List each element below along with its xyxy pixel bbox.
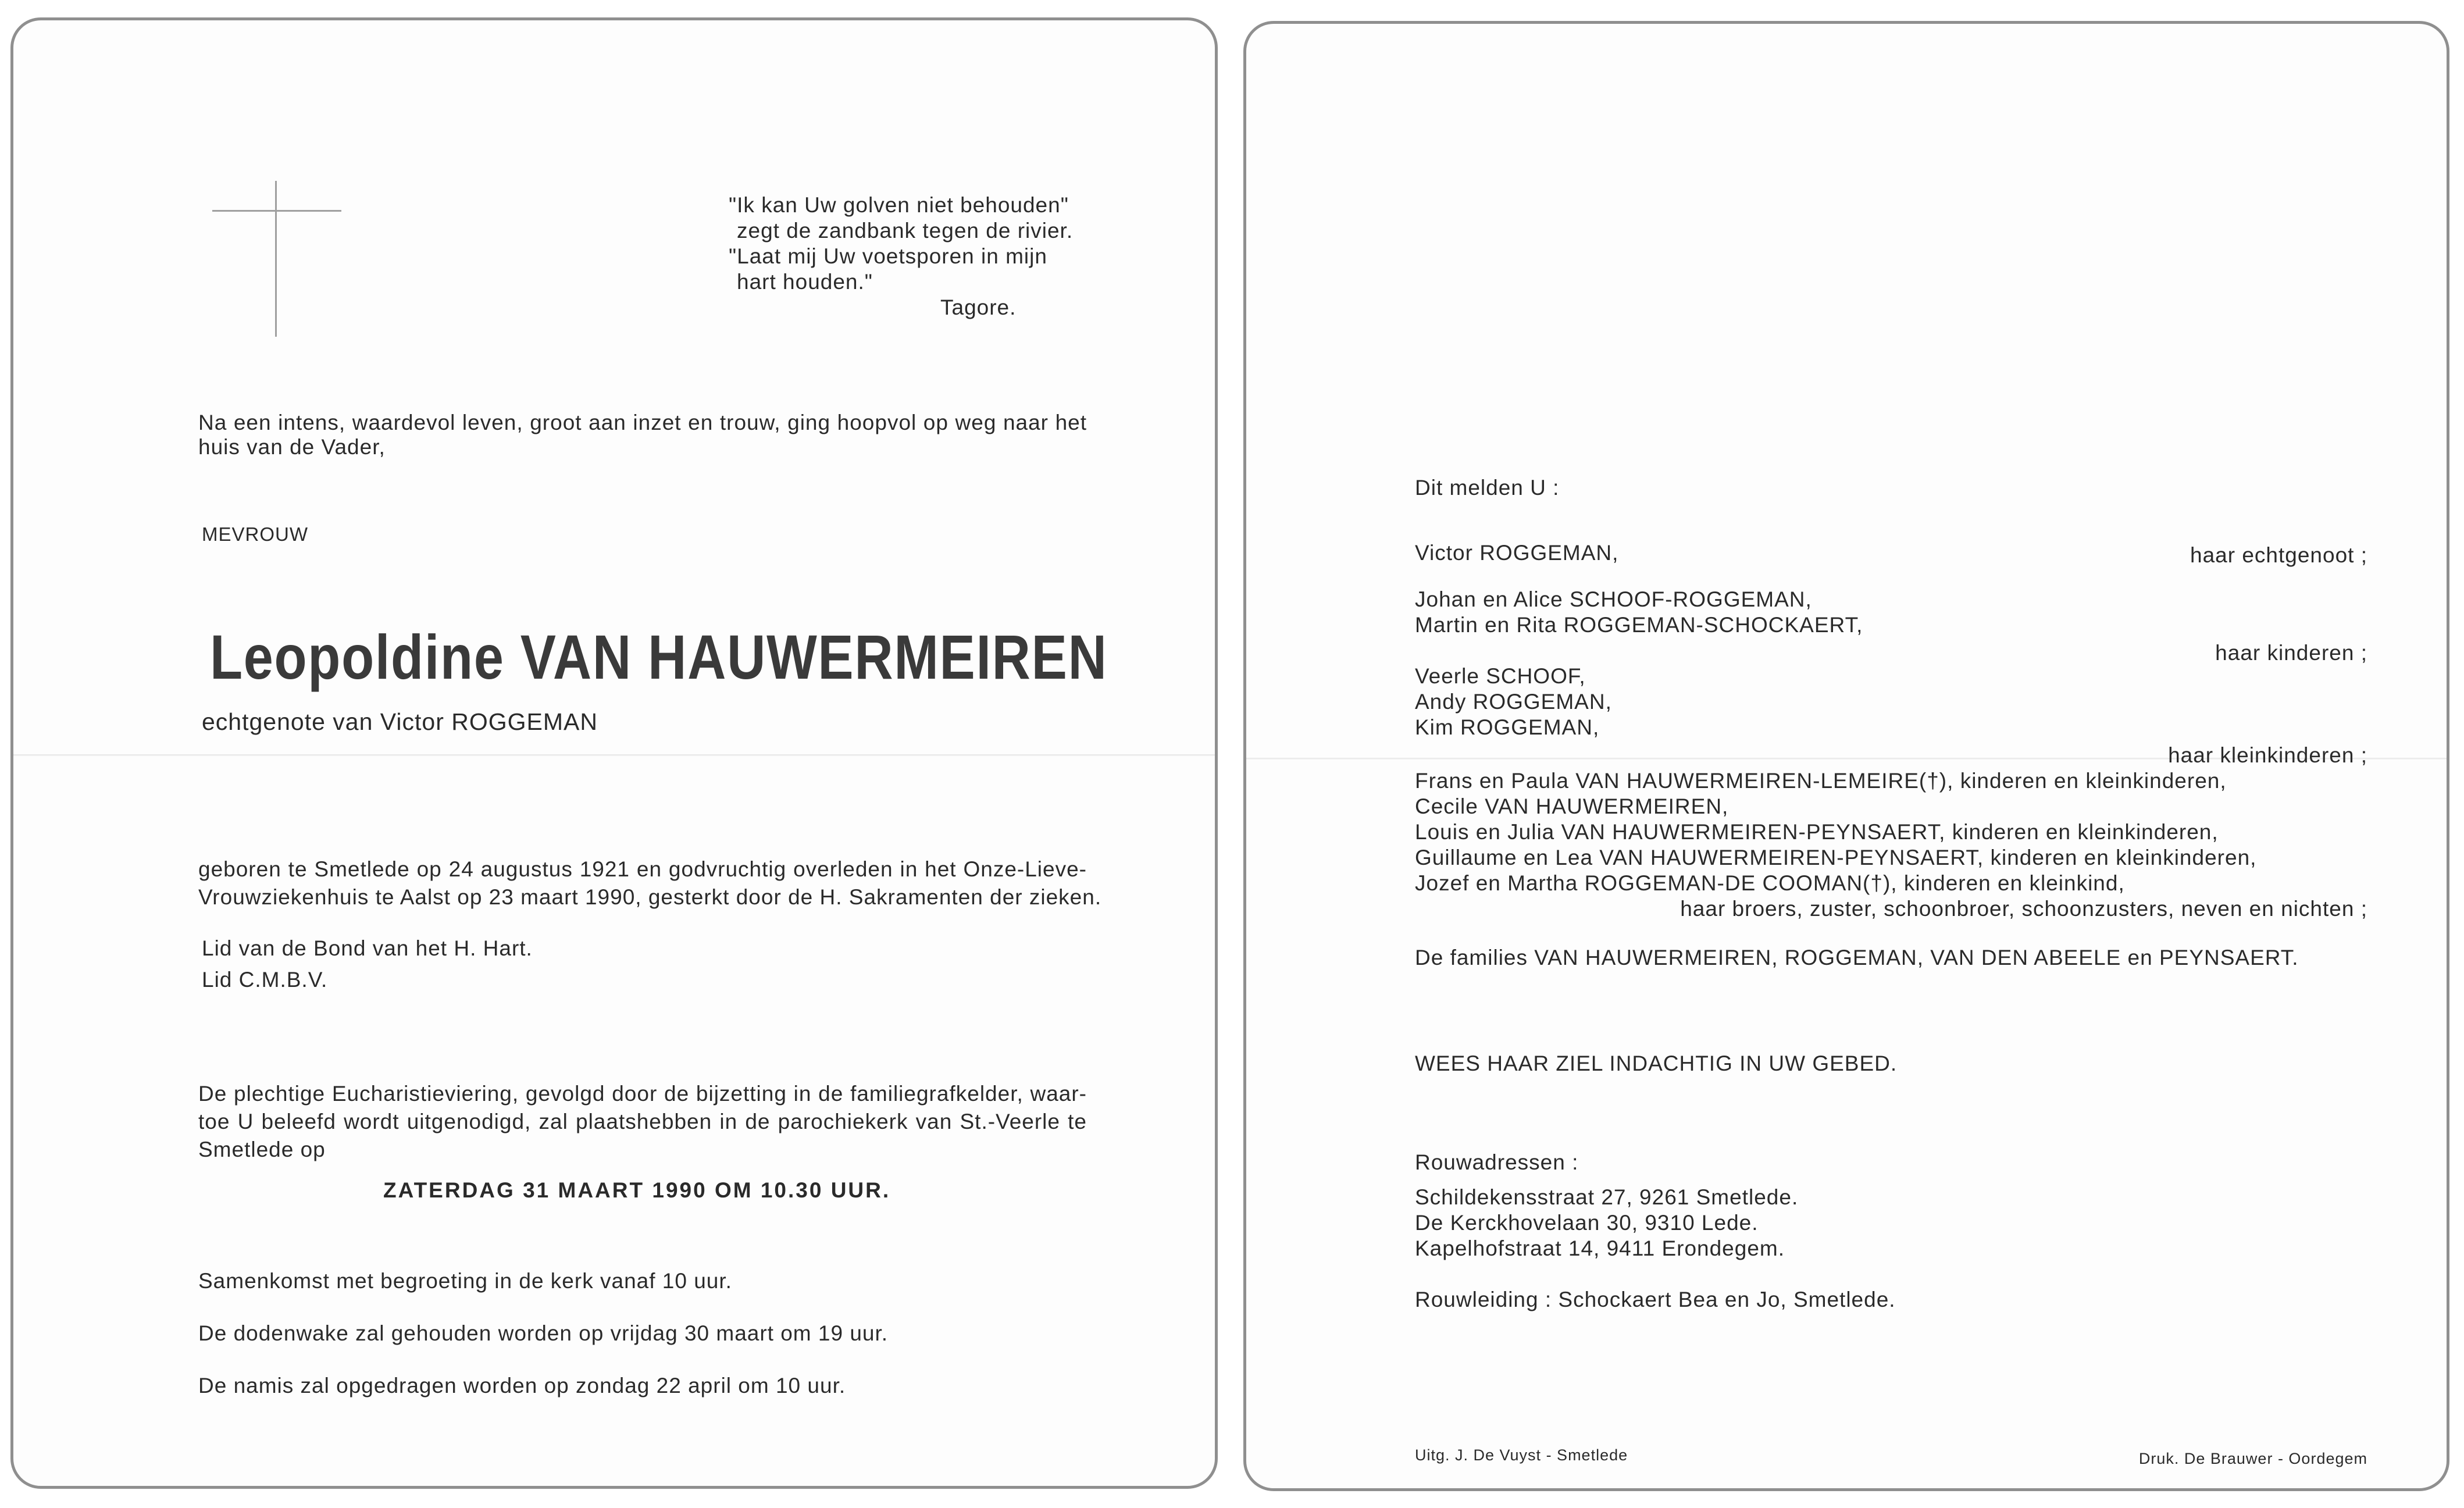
- born-line-1: geboren te Smetlede op 24 augustus 1921 en godvruchtig overleden in het Onze-Lieve-: [198, 857, 1087, 881]
- announce-line: Dit melden U :: [1415, 476, 1560, 500]
- grandchild-3: Kim ROGGEMAN,: [1415, 715, 1600, 739]
- funeral-director: Rouwleiding : Schockaert Bea en Jo, Smetlede.: [1415, 1288, 1896, 1311]
- intro-line-2: huis van de Vader,: [198, 435, 386, 459]
- quote-author: Tagore.: [940, 295, 1017, 319]
- quote-line-1: "Ik kan Uw golven niet behouden": [729, 193, 1069, 217]
- sibling-line-1: Frans en Paula VAN HAUWERMEIREN-LEMEIRE(†), kinderen en kleinkinderen,: [1415, 769, 2227, 793]
- born-line-2: Vrouwziekenhuis te Aalst op 23 maart 1990, gesterkt door de H. Sakramenten der zieken.: [198, 885, 1102, 909]
- gathering-info: Samenkomst met begroeting in de kerk vanaf 10 uur.: [198, 1269, 732, 1293]
- membership-2: Lid C.M.B.V.: [202, 968, 328, 992]
- deceased-name: Leopoldine VAN HAUWERMEIREN: [210, 622, 1108, 692]
- fold-line: [13, 754, 1215, 756]
- sibling-line-5: Jozef en Martha ROGGEMAN-DE COOMAN(†), kinderen en kleinkind,: [1415, 871, 2125, 895]
- ceremony-line-1: De plechtige Eucharistieviering, gevolgd door de bijzetting in de familiegrafkelder, waar-: [198, 1082, 1087, 1106]
- ceremony-line-2: toe U beleefd wordt uitgenodigd, zal plaatshebben in de parochiekerk van St.-Veerle te: [198, 1110, 1087, 1133]
- right-card-page: [1243, 21, 2449, 1491]
- grandchild-2: Andy ROGGEMAN,: [1415, 690, 1612, 714]
- quote-line-3: "Laat mij Uw voetsporen in mijn: [729, 244, 1047, 268]
- printer-note: Druk. De Brauwer - Oordegem: [2138, 1450, 2367, 1467]
- spouse-line: echtgenote van Victor ROGGEMAN: [202, 708, 598, 735]
- intro-line-1: Na een intens, waardevol leven, groot aan inzet en trouw, ging hoopvol op weg naar het: [198, 411, 1087, 434]
- prayer-line: WEES HAAR ZIEL INDACHTIG IN UW GEBED.: [1415, 1051, 1898, 1075]
- husband-name: Victor ROGGEMAN,: [1415, 541, 1619, 565]
- children-line-1: Johan en Alice SCHOOF-ROGGEMAN,: [1415, 587, 1812, 611]
- wake-info: De dodenwake zal gehouden worden op vrijdag 30 maart om 19 uur.: [198, 1321, 889, 1345]
- publisher-note: Uitg. J. De Vuyst - Smetlede: [1415, 1446, 1628, 1464]
- mass-info: De namis zal opgedragen worden op zondag 22 april om 10 uur.: [198, 1374, 846, 1398]
- sibling-line-3: Louis en Julia VAN HAUWERMEIREN-PEYNSAERT, kinderen en kleinkinderen,: [1415, 820, 2219, 844]
- sibling-line-2: Cecile VAN HAUWERMEIREN,: [1415, 794, 1729, 818]
- grandchildren-role: haar kleinkinderen ;: [2168, 743, 2367, 767]
- ceremony-date: ZATERDAG 31 MAART 1990 OM 10.30 UUR.: [383, 1178, 891, 1202]
- address-1: Schildekensstraat 27, 9261 Smetlede.: [1415, 1185, 1799, 1209]
- cross-icon-vertical: [275, 181, 277, 337]
- address-2: De Kerckhovelaan 30, 9310 Lede.: [1415, 1211, 1759, 1235]
- address-3: Kapelhofstraat 14, 9411 Erondegem.: [1415, 1236, 1785, 1260]
- children-line-2: Martin en Rita ROGGEMAN-SCHOCKAERT,: [1415, 613, 1863, 637]
- families-line: De families VAN HAUWERMEIREN, ROGGEMAN, VAN DEN ABEELE en PEYNSAERT.: [1415, 946, 2299, 969]
- children-role: haar kinderen ;: [2215, 641, 2367, 665]
- siblings-role: haar broers, zuster, schoonbroer, schoonzusters, neven en nichten ;: [1680, 897, 2367, 921]
- membership-1: Lid van de Bond van het H. Hart.: [202, 936, 533, 960]
- addresses-label: Rouwadressen :: [1415, 1150, 1579, 1174]
- cross-icon-horizontal: [212, 210, 341, 212]
- quote-line-2: zegt de zandbank tegen de rivier.: [737, 219, 1074, 243]
- sibling-line-4: Guillaume en Lea VAN HAUWERMEIREN-PEYNSAERT, kinderen en kleinkinderen,: [1415, 846, 2257, 869]
- honorific: MEVROUW: [202, 523, 308, 545]
- left-card-page: [10, 17, 1218, 1489]
- ceremony-line-3: Smetlede op: [198, 1138, 326, 1161]
- grandchild-1: Veerle SCHOOF,: [1415, 664, 1586, 688]
- quote-line-4: hart houden.": [737, 270, 873, 294]
- husband-role: haar echtgenoot ;: [2190, 543, 2367, 567]
